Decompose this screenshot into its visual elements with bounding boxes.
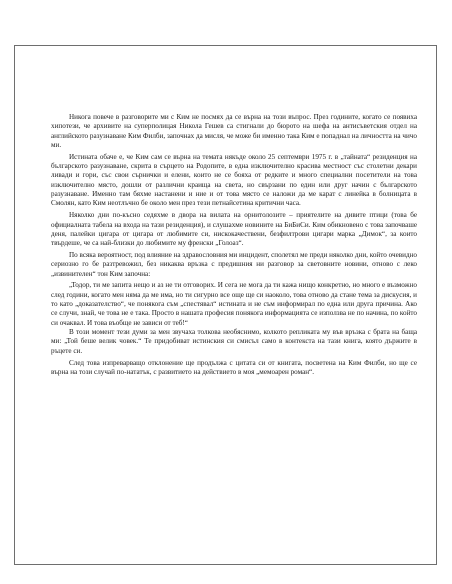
paragraph: Истината обаче е, че Ким сам се върна на темата някъде около 25 септември 1975 г. в „тайната“ резиденция на българското разузнаване, скрита в сърцето на Родопите, в една изключително красива местност със столетни декари ливади и гори, със свои сърнички и елени, които не се бояха от редките и много специални посетители на това изключително място, дошли от различни краища на света, но свързани по един или друг начин с българското разузнаване. Именно там бяхме настанени и ние и от това място се наложи да ме карат с линейка в болницата в Смолян, като Ким неотлъчно бе около мен през тези петнайсетина критични часа. [51, 152, 417, 208]
paragraph: Няколко дни по-късно седяхме в двора на вилата на орнитолозите – приятелите на дивите птици (това бе официалната табела на входа на тази резиденция), и слушахме новините на БиБиСи. Ким обикновено с това започваше деня, палейки цигара от цигара от любимите си, нискокачествени, безфилтрови цигари марка „Димок“, за които твърдеше, че са най-близки до любимите му френски „Голоаз“. [51, 211, 417, 248]
paragraph: Никога повече в разговорите ми с Ким не посмях да се върна на този въпрос. През годините, когато се появиха хипотези, че архивите на суперполицая Никола Гешев са стигнали до бюрото на шефа на антисъветския отдел на английското разузнаване Ким Филби, започнах да мисля, че може би именно така Ким е попаднал на личността на чичо ми. [51, 113, 417, 150]
document-page [14, 45, 437, 565]
paragraph: В този момент тези думи за мен звучаха толкова необяснимо, колкото репликата му във връзка с брата на баща ми: „Той беше велик човек.“ Те придобиват истинския си смисъл само в контекста на тази книга, която държите в ръцете си. [51, 328, 417, 355]
paragraph: По всяка вероятност, под влияние на здравословния ми инцидент, сполетял ме преди няколко дни, който очевидно сериозно го бе разтревожил, без никаква връзка с предишния ни разговор за световните новини, отново с леко „извинителен“ тон Ким започна: [51, 250, 417, 278]
quote-paragraph: „Тодор, ти ме запита нещо и аз не ти отговорих. И сега не мога да ти кажа нищо конкретно, но много е възможно след години, когато мен няма да ме има, но ти сигурно все още ще си наоколо, това отново да стане тема за дискусия, и то като „доказателство“, че понякога съм „спестявал“ истината и не съм информирал по една или друга причина. Ако се случи, знай, че това не е така. Просто в нашата професия понякога информацията се използва не по начина, по който си очаквал. И това въобще не зависи от теб!“ [51, 281, 417, 327]
paragraph: След това изпреварващо отклонение ще продължа с цитата си от книгата, посветена на Ким Филби, но ще се върна на този случай по-нататък, с развитието на действието в моя „мемоарен роман“. [51, 358, 417, 376]
document-body [51, 113, 417, 380]
